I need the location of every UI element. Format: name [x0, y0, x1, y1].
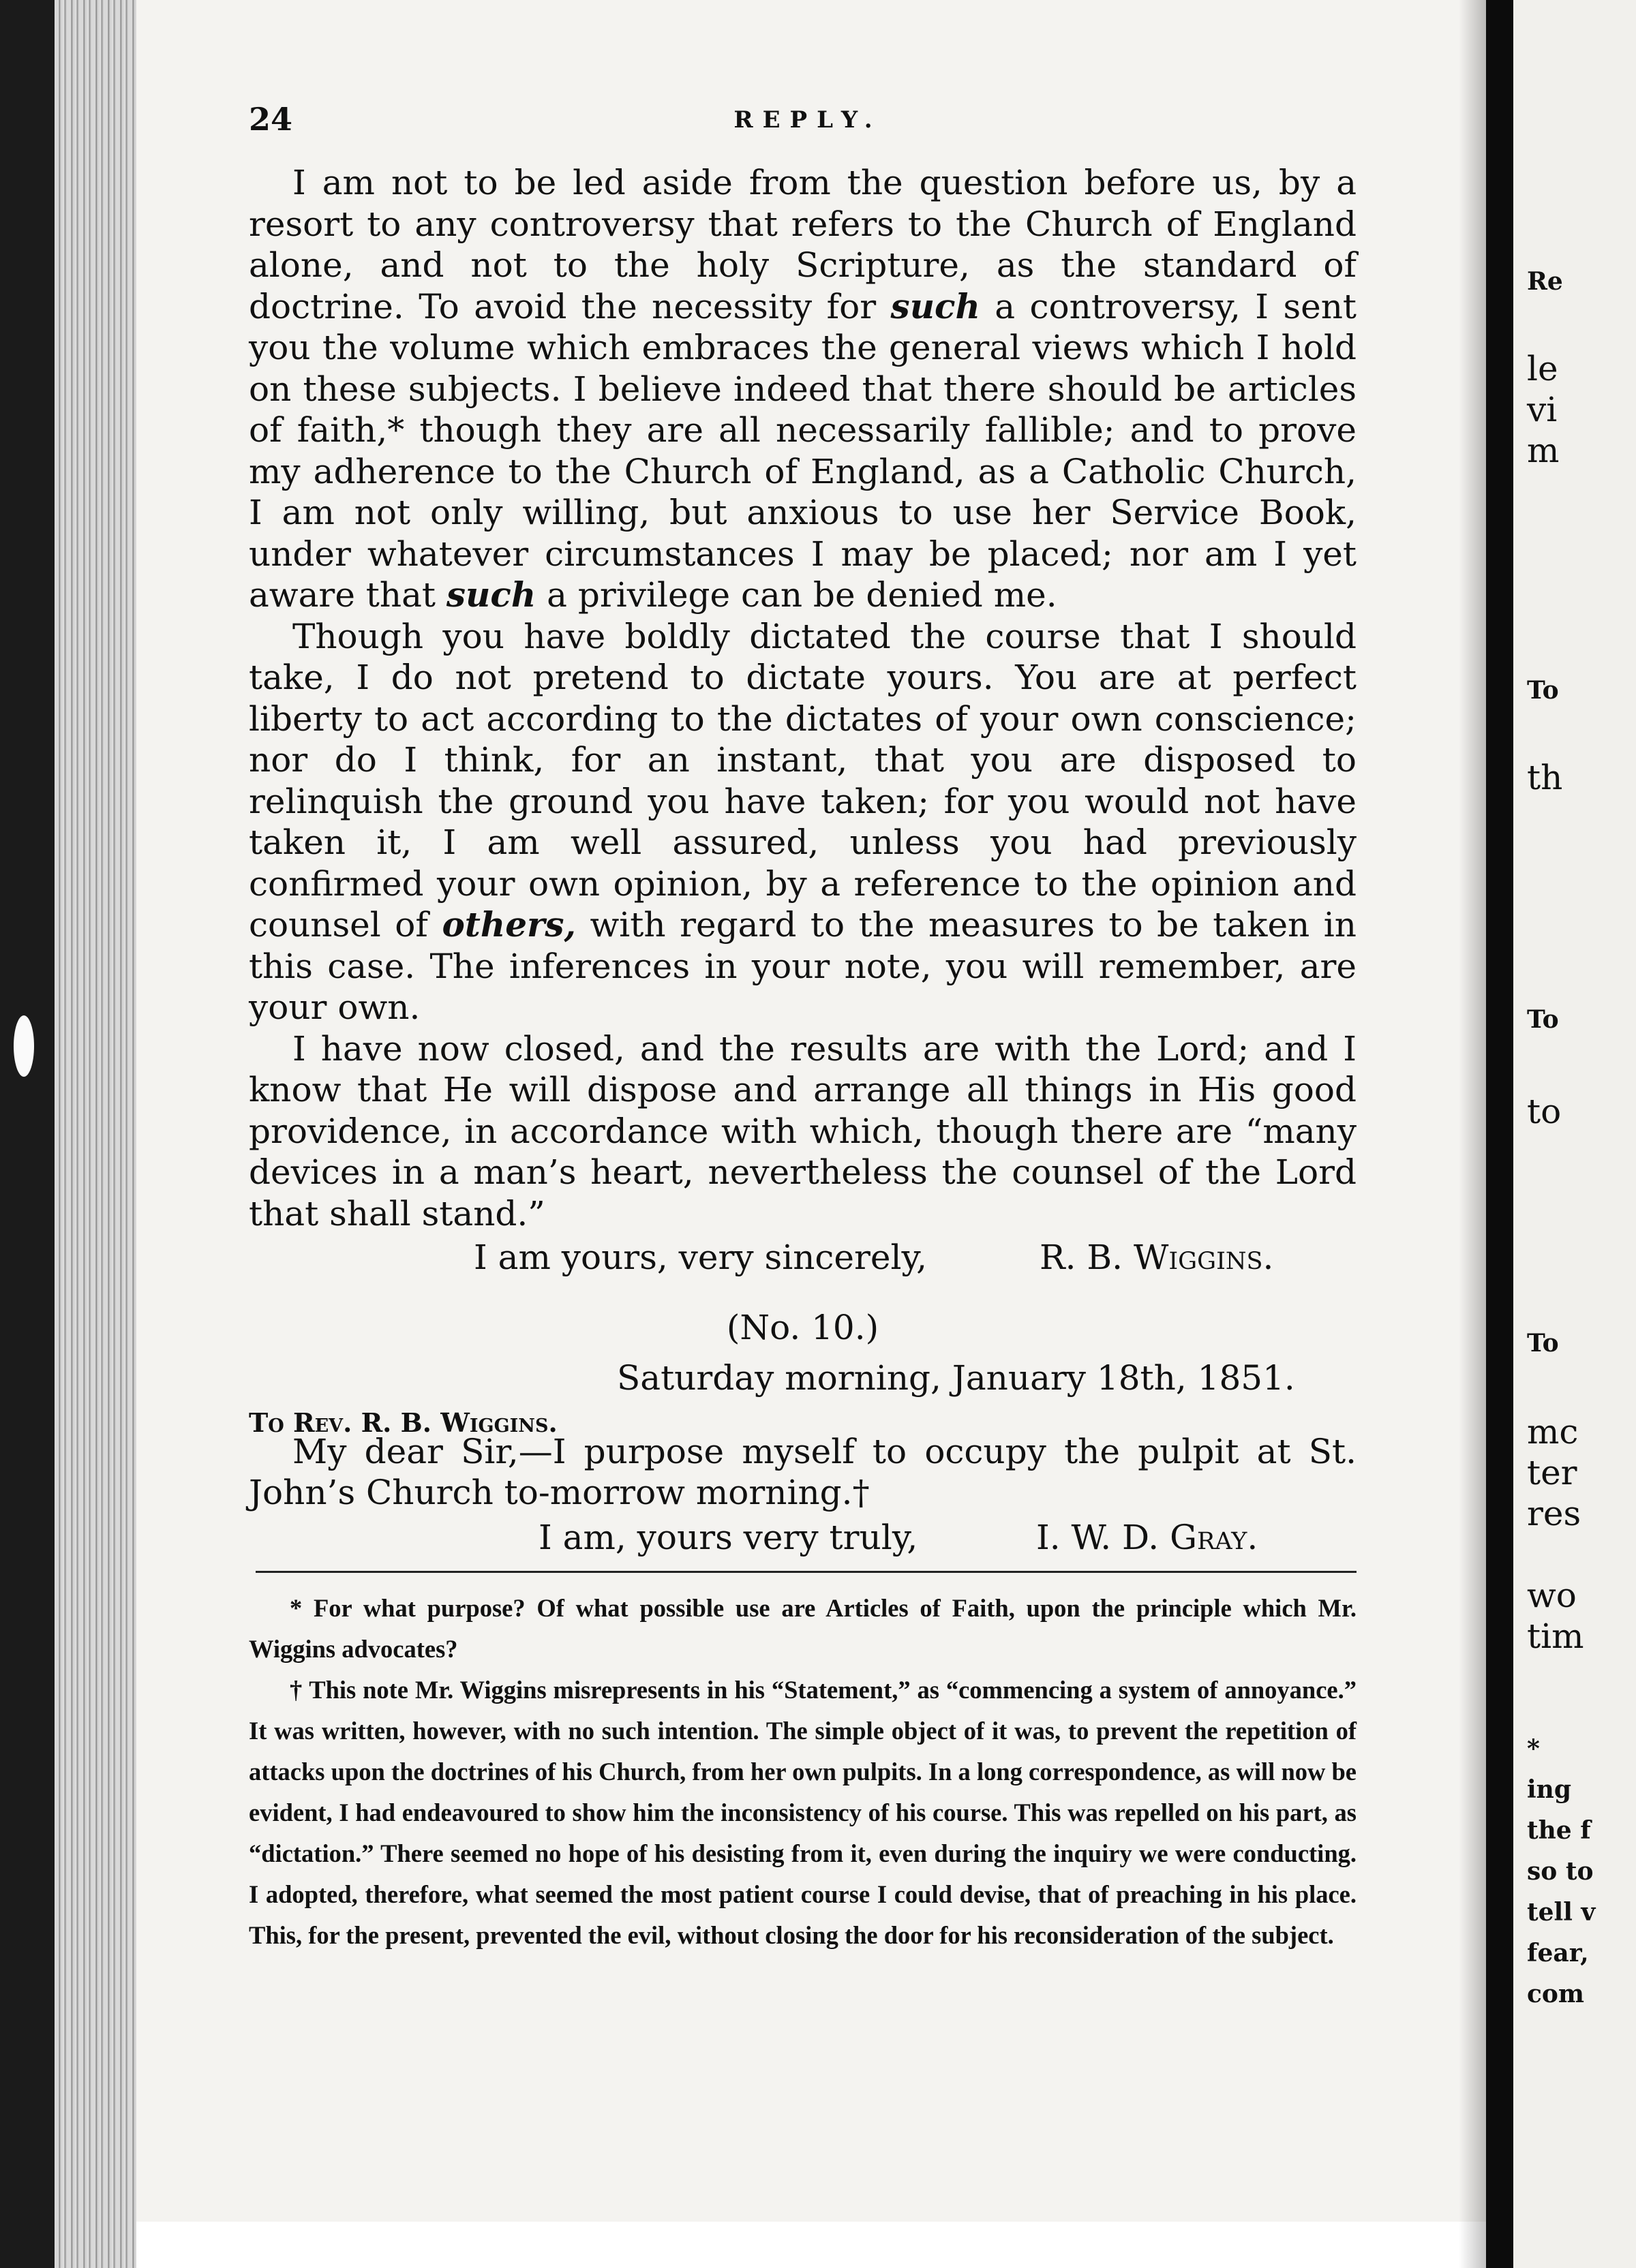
footnotes: [249, 1588, 1357, 1956]
footnote-1: * For what purpose? Of what possible use are Articles of Faith, upon the principle which Mr. Wiggins advocates?: [249, 1594, 1357, 1663]
paragraph-2: Though you have boldly dictated the course that I should take, I do not pretend to dictate yours. You are at perfect liberty to act according to the dictates of your own conscience; nor do I think, for an instant, that you are disposed to relinquish the ground you have taken; for you would not have taken it, I am well assured, unless you had previously confirmed your own opinion, by a reference to the opinion and counsel of others, with regard to the measures to be taken in this case. The inferences in your note, you will remember, are your own.: [249, 616, 1357, 1027]
book-gutter: [1486, 0, 1513, 2268]
facing-fragment: wo: [1527, 1576, 1577, 1615]
facing-fragment: *: [1527, 1734, 1540, 1763]
facing-fragment: com: [1527, 1980, 1585, 2008]
footnote-rule: [256, 1571, 1357, 1573]
addressee: To Rev. R. B. Wiggins.: [249, 1407, 558, 1438]
running-title: REPLY.: [733, 106, 882, 134]
facing-fragment: vi: [1527, 390, 1558, 429]
facing-fragment: Re: [1527, 267, 1563, 296]
scan-blemish: [14, 1015, 34, 1077]
facing-fragment: ter: [1527, 1453, 1577, 1492]
emphasis: others,: [442, 904, 576, 945]
facing-fragment: so to: [1527, 1857, 1594, 1886]
paragraph-1: I am not to be led aside from the question before us, by a resort to any controversy that refers to the Church of England alone, and not to the holy Scripture, as the standard of doctrine. To avoid the necessity for such a controversy, I sent you the volume which embraces the general views which I hold on these subjects. I believe indeed that there should be articles of faith,* though they are all necessarily fallible; and to prove my adherence to the Church of England, as a Catholic Church, I am not only willing, but anxious to use her Service Book, under whatever circumstances I may be placed; nor am I yet aware that such a privilege can be denied me.: [249, 163, 1357, 615]
facing-page: [1513, 0, 1636, 2268]
emphasis: such: [890, 286, 980, 326]
scan-bottom-margin: [136, 2222, 1486, 2268]
facing-fragment: tell v: [1527, 1898, 1596, 1927]
facing-fragment: fear,: [1527, 1939, 1589, 1967]
running-head: [249, 101, 1367, 142]
signature-2: I. W. D. Gray.: [1036, 1518, 1258, 1557]
facing-fragment: le: [1527, 349, 1558, 388]
signature: R. B. Wiggins.: [1040, 1238, 1274, 1277]
facing-fragment: mc: [1527, 1412, 1579, 1452]
letter-body-text: [249, 162, 1357, 1234]
facing-fragment: res: [1527, 1494, 1581, 1533]
facing-fragment: m: [1527, 431, 1560, 470]
footnote-2: † This note Mr. Wiggins misrepresents in his “Statement,” as “commencing a system of annoyance.” It was written, however, with no such intention. The simple object of it was, to prevent the repetition of attacks upon the doctrines of his Church, from her own pulpits. In a long correspondence, as will now be evident, I had endeavoured to show him the inconsistency of his course. This was repelled on his part, as “dictation.” There seemed no hope of his desisting from it, even during the inquiry we were conducting. I adopted, therefore, what seemed the most patient course I could devise, that of preaching in his place. This, for the present, prevented the evil, without closing the door for his reconsideration of the subject.: [249, 1676, 1357, 1949]
page-edges: [55, 0, 136, 2268]
facing-fragment: to: [1527, 1092, 1562, 1131]
paragraph-3: I have now closed, and the results are with the Lord; and I know that He will dispose and arrange all things in His good providence, in accordance with which, though there are “many devices in a man’s heart, nevertheless the counsel of the Lord that shall stand.”: [249, 1028, 1357, 1233]
facing-fragment: tim: [1527, 1616, 1584, 1656]
closing-salutation: I am yours, very sincerely,: [474, 1238, 927, 1277]
closing-salutation-2: I am, yours very truly,: [539, 1518, 918, 1557]
facing-fragment: ing: [1527, 1775, 1572, 1804]
letter-number: (No. 10.): [726, 1308, 879, 1347]
page-number: 24: [249, 101, 293, 138]
facing-fragment: To: [1527, 1329, 1559, 1358]
emphasis: such: [446, 574, 536, 615]
facing-fragment: To: [1527, 676, 1559, 705]
facing-fragment: th: [1527, 758, 1563, 797]
facing-fragment: the f: [1527, 1816, 1591, 1845]
letter-no10-body: My dear Sir,—I purpose myself to occupy the pulpit at St. John’s Church to-morrow morning.†: [249, 1432, 1357, 1512]
facing-fragment: To: [1527, 1005, 1559, 1034]
scan-border: [0, 0, 55, 2268]
